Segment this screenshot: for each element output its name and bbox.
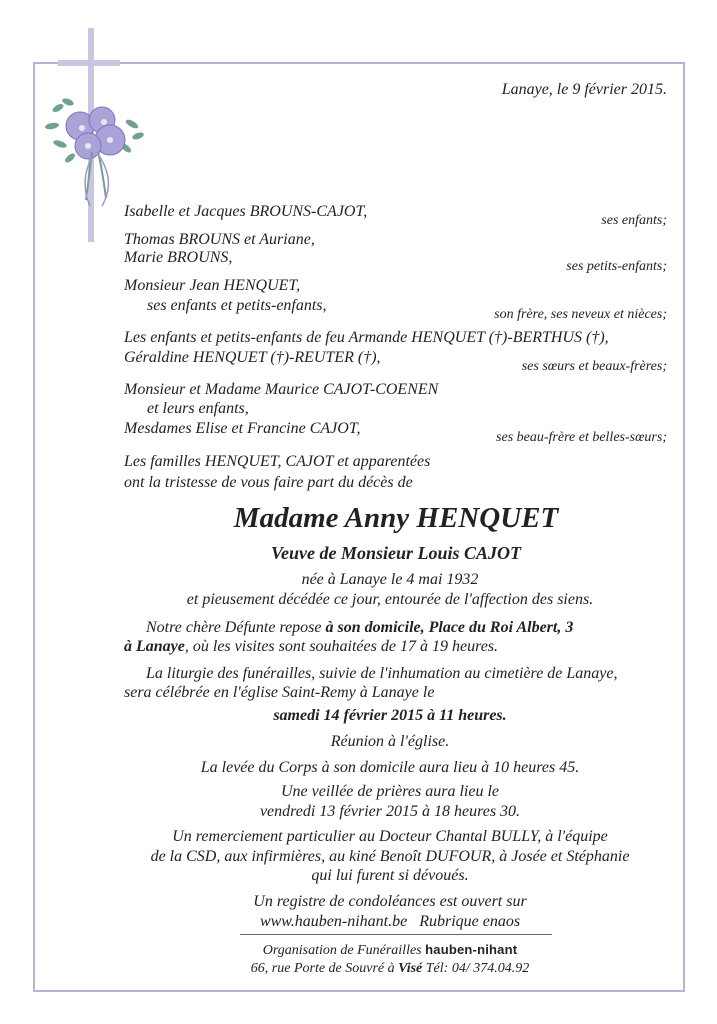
thanks-line: Un remerciement particulier au Docteur Chantal BULLY, à l'équipe [172,828,608,845]
liturgy-line: La liturgie des funérailles, suivie de l'inhumation au cimetière de Lanaye, [146,665,618,682]
family-relation: ses beau-frère et belles-sœurs; [496,430,667,445]
thanks-line: de la CSD, aux infirmières, au kiné Benoît DUFOUR, à Josée et Stéphanie [150,848,630,865]
thanks-line: qui lui furent si dévoués. [311,867,469,884]
footer-city: Visé [398,961,423,976]
family-relation: ses sœurs et beaux-frères; [521,359,667,374]
family-line: Mesdames Elise et Francine CAJOT, [124,420,361,437]
deceased-name: Madame Anny HENQUET [233,502,559,534]
footer-phone: Tél: 04/ 374.04.92 [422,961,530,976]
divider [240,934,552,935]
family-line: Monsieur Jean HENQUET, [124,277,301,294]
birth-line: née à Lanaye le 4 mai 1932 [301,571,479,588]
footer-org-label: Organisation de Funérailles [262,943,426,958]
flower-bouquet-icon [40,88,160,208]
family-line: Géraldine HENQUET (†)-REUTER (†), [124,349,381,366]
footer-address [50,961,717,977]
rest-line-1 [146,618,573,638]
intro-line: ont la tristesse de vous faire part du décès de [124,474,413,491]
footer-street: 66, rue Porte de Souvré à [250,961,399,976]
rest-text: Notre chère Défunte repose [146,619,326,636]
levee-line: La levée du Corps à son domicile aura lieu à 10 heures 45. [200,759,580,776]
footer-org [50,942,717,959]
family-relation: son frère, ses neveux et nièces; [494,307,667,322]
widow-of: Veuve de Monsieur Louis CAJOT [270,543,522,563]
rest-line-2 [124,637,498,657]
family-relation: ses enfants; [601,213,667,228]
family-line: Marie BROUNS, [124,249,233,266]
intro-line: Les familles HENQUET, CAJOT et apparentées [124,453,431,470]
meeting-line: Réunion à l'église. [330,733,450,750]
date-line: Lanaye, le 9 février 2015. [501,81,667,98]
rest-location: à son domicile, Place du Roi Albert, 3 [325,619,574,636]
family-line: Isabelle et Jacques BROUNS-CAJOT, [124,203,368,220]
family-line: Monsieur et Madame Maurice CAJOT-COENEN [124,381,439,398]
family-line: Les enfants et petits-enfants de feu Armande HENQUET (†)-BERTHUS (†), [124,329,609,346]
vigil-line: Une veillée de prières aura lieu le [281,783,499,800]
register-link[interactable]: www.hauben-nihant.be Rubrique enaos [259,913,521,930]
family-line: et leurs enfants, [147,400,249,417]
rest-town: à Lanaye [124,638,185,655]
cross-horizontal-bar [58,60,120,66]
family-line: Thomas BROUNS et Auriane, [124,231,315,248]
ceremony-date: samedi 14 février 2015 à 11 heures. [273,707,507,724]
vigil-line: vendredi 13 février 2015 à 18 heures 30. [259,803,521,820]
liturgy-line: sera célébrée en l'église Saint-Remy à Lanaye le [124,684,435,701]
brand-logo: hauben-nihant [425,942,518,957]
family-relation: ses petits-enfants; [566,259,667,274]
family-line: ses enfants et petits-enfants, [147,297,327,314]
register-line: Un registre de condoléances est ouvert sur [253,893,527,910]
death-line: et pieusement décédée ce jour, entourée de l'affection des siens. [186,591,594,608]
rest-visits: , où les visites sont souhaitées de 17 à 19 heures. [184,638,499,655]
